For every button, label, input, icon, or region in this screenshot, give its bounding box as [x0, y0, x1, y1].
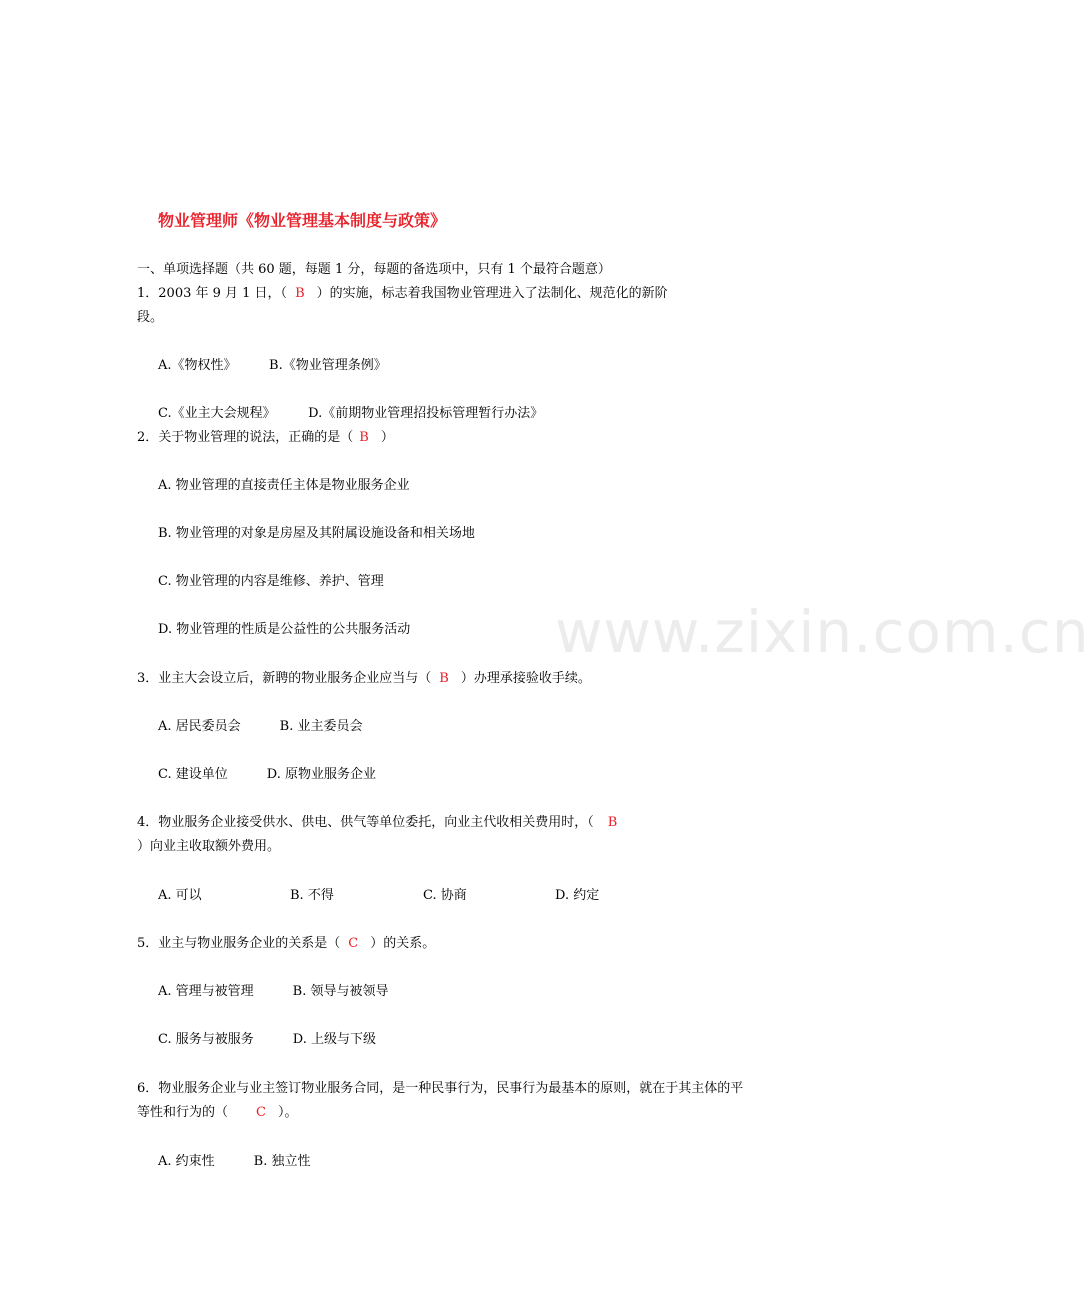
question-3-options-row-2: C. 建设单位 D. 原物业服务企业	[158, 767, 376, 782]
watermark: www.zixin.com.cn	[555, 598, 1090, 666]
answer-3: B	[439, 671, 449, 686]
page-title: 物业管理师《物业管理基本制度与政策》	[158, 211, 447, 230]
question-3-text-a: 3．业主大会设立后，新聘的物业服务企业应当与（	[137, 671, 432, 686]
question-1-text-b: ）的实施，标志着我国物业管理进入了法制化、规范化的新阶	[316, 286, 668, 301]
question-5-options-row-2: C. 服务与被服务 D. 上级与下级	[158, 1032, 376, 1047]
question-4-option-c: C. 协商	[423, 888, 467, 903]
answer-1: B	[295, 286, 305, 301]
question-6-text-a: 6．物业服务企业与业主签订物业服务合同，是一种民事行为，民事行为最基本的原则，就在于其主体的平	[137, 1081, 744, 1096]
question-2-option-d: D. 物业管理的性质是公益性的公共服务活动	[158, 622, 411, 637]
question-6-options-row-1: A. 约束性 B. 独立性	[158, 1154, 311, 1169]
question-1-text-a: 1．2003 年 9 月 1 日，（	[137, 286, 288, 301]
question-3-text-b: ）办理承接验收手续。	[460, 671, 591, 686]
question-4	[137, 815, 617, 831]
question-1-options-row-2: C.《业主大会规程》 D.《前期物业管理招投标管理暂行办法》	[158, 406, 544, 421]
question-1	[137, 286, 668, 302]
question-3-options-row-1: A. 居民委员会 B. 业主委员会	[158, 719, 363, 734]
answer-2: B	[359, 430, 369, 445]
question-5-text-b: ）的关系。	[370, 936, 436, 951]
question-3	[137, 671, 591, 687]
answer-5: C	[348, 936, 359, 951]
question-6	[137, 1105, 297, 1121]
question-4-text-a: 4．物业服务企业接受供水、供电、供气等单位委托，向业主代收相关费用时，（	[137, 815, 594, 830]
question-5	[137, 936, 435, 952]
question-2-option-a: A. 物业管理的直接责任主体是物业服务企业	[158, 478, 410, 493]
question-5-text-a: 5．业主与物业服务企业的关系是（	[137, 936, 341, 951]
section-heading: 一、单项选择题（共 60 题，每题 1 分，每题的备选项中，只有 1 个最符合题意）	[137, 262, 611, 277]
question-1-text-c: 段。	[137, 310, 164, 325]
question-6-text-c: ）。	[277, 1105, 298, 1120]
question-2-option-b: B. 物业管理的对象是房屋及其附属设施设备和相关场地	[158, 526, 475, 541]
question-1-options-row-1: A.《物权性》 B.《物业管理条例》	[158, 358, 387, 373]
question-2-text-a: 2．关于物业管理的说法，正确的是（	[137, 430, 354, 445]
question-4-text-b: ）向业主收取额外费用。	[137, 839, 281, 854]
question-5-options-row-1: A. 管理与被管理 B. 领导与被领导	[158, 984, 389, 999]
question-2-option-c: C. 物业管理的内容是维修、养护、管理	[158, 574, 384, 589]
question-4-option-b: B. 不得	[290, 888, 334, 903]
answer-6: C	[256, 1105, 266, 1120]
answer-4: B	[607, 815, 618, 830]
question-2	[137, 430, 394, 446]
question-4-option-d: D. 约定	[555, 888, 600, 903]
question-6-text-b: 等性和行为的（	[137, 1105, 229, 1120]
question-4-option-a: A. 可以	[158, 888, 202, 903]
question-2-text-b: ）	[380, 430, 394, 445]
